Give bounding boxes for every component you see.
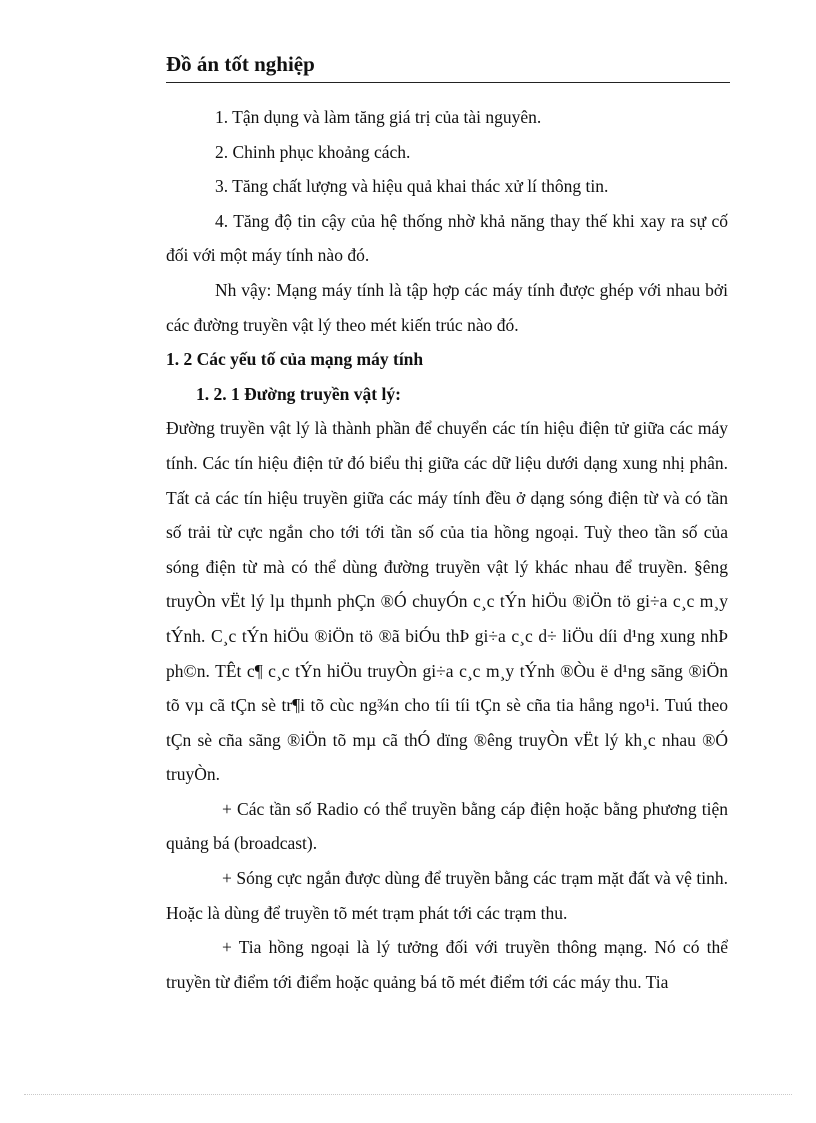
page-bottom-divider bbox=[24, 1094, 792, 1095]
body-paragraph: Đường truyền vật lý là thành phần để chuyển các tín hiệu điện tử giữa các máy tính. Các tín hiệu điện tử đó biểu thị giữa các dữ liệu dưới dạng xung nhị phân. Tất cả các tín hiệu truyền giữa các máy tính đều ở dạng sóng điện từ và có tần số trải từ cực ngắn cho tới tới tần số của tia hồng ngoại. Tuỳ theo tần số của sóng điện từ mà có thể dùng đường truyền vật lý khác nhau để truyền. §êng truyÒn vËt lý lµ thµnh phÇn ®Ó chuyÓn c¸c tÝn hiÖu ®iÖn tö gi÷a c¸c m¸y tÝnh. C¸c tÝn hiÖu ®iÖn tö ®ã biÓu thÞ gi÷a c¸c d÷ liÖu díi d¹ng xung nhÞ ph©n. TÊt c¶ c¸c tÝn hiÖu truyÒn gi÷a c¸c m¸y tÝnh ®Òu ë d¹ng sãng ®iÖn tõ vµ cã tÇn sè tr¶i tõ cùc ng¾n cho tíi tíi tÇn sè cña tia hång ngo¹i. Tuú theo tÇn sè cña sãng ®iÖn tõ mµ cã thÓ dïng ®êng truyÒn vËt lý kh¸c nhau ®Ó truyÒn. bbox=[166, 418, 728, 785]
section-heading: 1. 2 Các yếu tố của mạng máy tính bbox=[166, 349, 424, 370]
list-item: 4. Tăng độ tin cậy của hệ thống nhờ khả năng thay thế khi xay ra sự cố đối với một máy tính nào đó. bbox=[166, 210, 728, 266]
header-divider bbox=[166, 82, 730, 83]
bullet-item: + Các tần số Radio có thể truyền bằng cáp điện hoặc bằng phương tiện quảng bá (broadcast). bbox=[166, 798, 728, 854]
list-item: 2. Chinh phục khoảng cách. bbox=[215, 141, 411, 162]
bullet-item: + Tia hồng ngoại là lý tưởng đối với truyền thông mạng. Nó có thể truyền từ điểm tới điểm hoặc quảng bá tõ mét điểm tới các máy thu. Tia bbox=[166, 937, 728, 992]
page-header-title: Đồ án tốt nghiệp bbox=[166, 52, 315, 76]
list-item: 1. Tận dụng và làm tăng giá trị của tài nguyên. bbox=[215, 107, 542, 127]
subsection-heading: 1. 2. 1 Đường truyền vật lý: bbox=[196, 383, 401, 404]
bullet-item: + Sóng cực ngắn được dùng để truyền bằng các trạm mặt đất và vệ tinh. Hoặc là dùng để truyền tõ mét trạm phát tới các trạm thu. bbox=[166, 868, 728, 923]
summary-paragraph: Nh vậy: Mạng máy tính là tập hợp các máy tính được ghép với nhau bởi các đường truyền vật lý theo mét kiến trúc nào đó. bbox=[166, 279, 728, 335]
document-body bbox=[166, 100, 728, 999]
list-item: 3. Tăng chất lượng và hiệu quả khai thác xử lí thông tin. bbox=[215, 176, 609, 197]
